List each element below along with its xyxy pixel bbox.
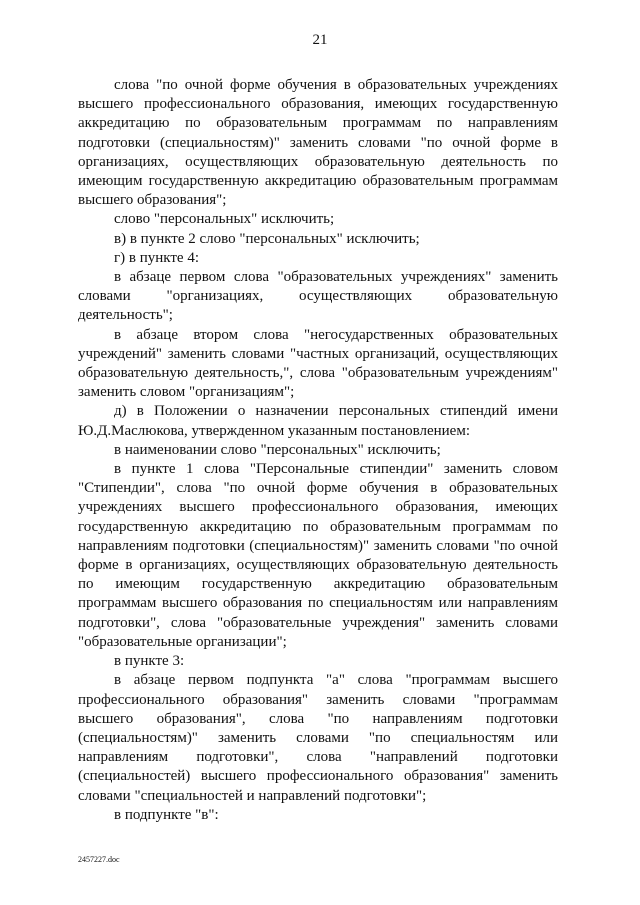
paragraph: в пункте 1 слова "Персональные стипендии" заменить словом "Стипендии", слова "по очной форме обучения в образовательных учреждениях высшего профессионального образования, имеющих государственную аккредитацию по образовательным программам по направлениям подготовки (специальностям)" заменить словами "по очной форме в организациях, осуществляющих образовательную деятельность по имеющим государственную аккредитацию образовательным программам высшего образования по специальностям или направлениям подготовки", слова "образовательные учреждения" заменить словами "образовательные организации"; [78,461,558,650]
paragraph: в абзаце первом подпункта "а" слова "программам высшего профессионального образования" заменить словами "программам высшего образования", слова "по направлениям подготовки (специальностям)" заменить словами "по специальностям или направлениям подготовки", слова "направлений подготовки (специальностей) высшего профессионального образования" заменить словами "специальностей и направлений подготовки"; [78,672,558,804]
paragraph: в пункте 3: [114,653,185,670]
paragraph: в абзаце втором слова "негосударственных образовательных учреждений" заменить словами "частных организаций, осуществляющих образовательную деятельность,", слова "образовательным учреждениям" заменить словом "организациям"; [78,326,558,401]
page-number: 21 [312,32,328,48]
paragraph: д) в Положении о назначении персональных стипендий имени Ю.Д.Маслюкова, утвержденном указанным постановлением: [78,403,558,439]
paragraph: в подпункте "в": [114,806,219,823]
paragraph: в наименовании слово "персональных" исключить; [114,441,441,458]
paragraph: слова "по очной форме обучения в образовательных учреждениях высшего профессионального образования, имеющих государственную аккредитацию по образовательным программам по направлениям подготовки (специальностям)" заменить словами "по очной форме в организациях, осуществляющих образовательную деятельность по имеющим государственную аккредитацию образовательным программам высшего образования"; [78,77,558,209]
paragraph: в абзаце первом слова "образовательных учреждениях" заменить словами "организациях, осуществляющих образовательную деятельность"; [78,269,558,324]
paragraph: г) в пункте 4: [114,249,200,266]
paragraph: в) в пункте 2 слово "персональных" исключить; [114,230,420,247]
paragraph: слово "персональных" исключить; [114,211,335,228]
footer-filename: 2457227.doc [78,855,120,864]
document-body [78,76,558,825]
